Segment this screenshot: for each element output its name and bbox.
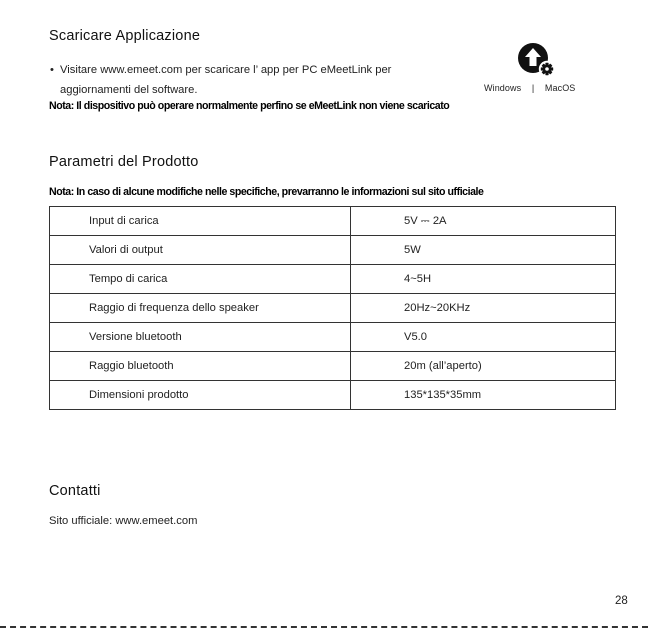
spec-label: Input di carica (50, 207, 351, 236)
bullet-icon: • (50, 64, 54, 76)
spec-value: 5V ⎓ 2A (351, 207, 616, 236)
table-row (50, 323, 616, 352)
spec-label: Dimensioni prodotto (50, 381, 351, 410)
download-bullet-text-1: Visitare www.emeet.com per scaricare l’ app per PC eMeetLink per (60, 64, 392, 76)
table-row (50, 294, 616, 323)
table-row (50, 352, 616, 381)
upload-gear-icon (514, 42, 556, 78)
table-row (50, 381, 616, 410)
footer-dashed-divider (0, 626, 648, 628)
official-site-text: Sito ufficiale: www.emeet.com (49, 515, 198, 527)
contacts-section-title: Contatti (49, 483, 101, 499)
table-row (50, 207, 616, 236)
spec-label: Versione bluetooth (50, 323, 351, 352)
specs-note: Nota: In caso di alcune modifiche nelle specifiche, prevarranno le informazioni sul sito ufficiale (49, 186, 484, 198)
download-section-title: Scaricare Applicazione (49, 28, 201, 44)
spec-value: 20Hz~20KHz (351, 294, 616, 323)
os-mac-label: MacOS (544, 83, 576, 93)
os-windows-label: Windows (484, 83, 522, 93)
specs-section-title: Parametri del Prodotto (49, 154, 199, 170)
table-row (50, 236, 616, 265)
spec-value: 5W (351, 236, 616, 265)
specs-table (49, 206, 616, 410)
download-bullet-line-2: aggiornamenti del software. (60, 84, 198, 96)
table-row (50, 265, 616, 294)
spec-label: Raggio bluetooth (50, 352, 351, 381)
download-instructions (50, 60, 470, 100)
spec-value: V5.0 (351, 323, 616, 352)
spec-value: 20m (all’aperto) (351, 352, 616, 381)
spec-value: 135*135*35mm (351, 381, 616, 410)
spec-label: Tempo di carica (50, 265, 351, 294)
download-bullet-line-1 (50, 60, 470, 80)
spec-label: Valori di output (50, 236, 351, 265)
os-labels (484, 83, 575, 93)
spec-label: Raggio di frequenza dello speaker (50, 294, 351, 323)
spec-value: 4~5H (351, 265, 616, 294)
page-number: 28 (615, 595, 628, 607)
os-separator: | (531, 83, 535, 93)
download-note: Nota: Il dispositivo può operare normalmente perfino se eMeetLink non viene scaricato (49, 100, 450, 112)
